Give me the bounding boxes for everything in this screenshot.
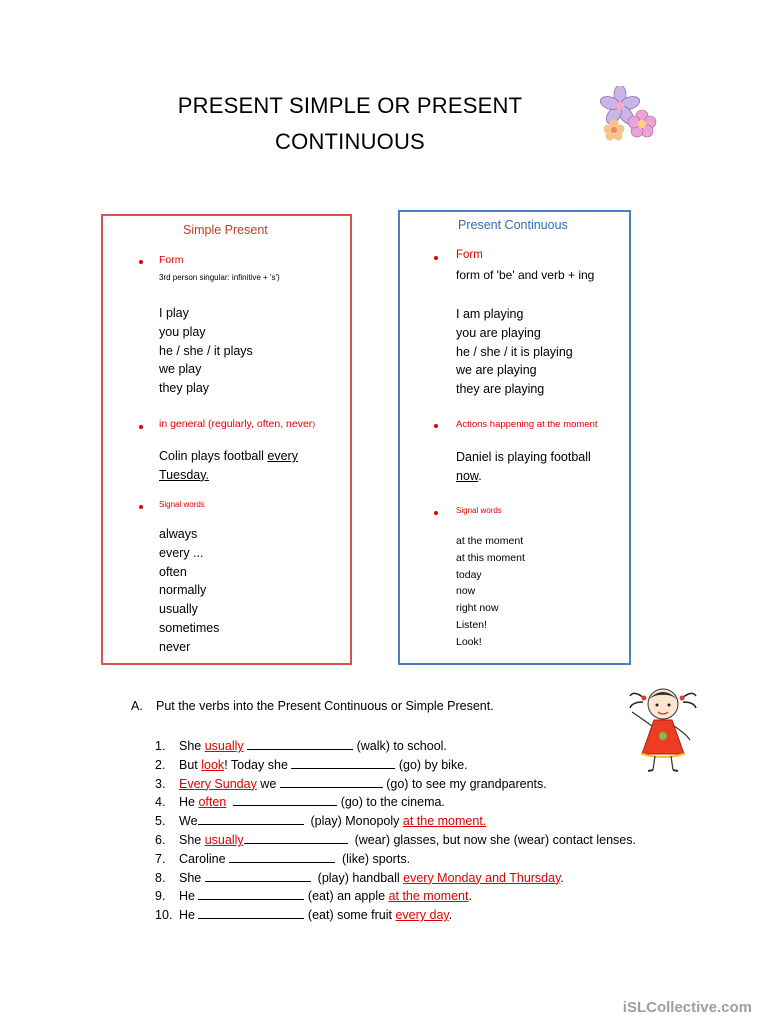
- conjugation-line: you are playing: [456, 325, 541, 340]
- exercise-item: [155, 737, 636, 756]
- bullet-icon: [434, 424, 438, 428]
- signal-word: usually: [159, 602, 198, 617]
- exercise-text: He: [179, 795, 199, 810]
- exercise-text: (walk) to school.: [353, 739, 447, 753]
- present-continuous-box: [398, 210, 631, 665]
- flowers-icon: [598, 86, 662, 144]
- signal-word-highlight: at the moment.: [402, 814, 487, 829]
- signal-word: sometimes: [159, 620, 220, 635]
- signal-word: Listen!: [456, 618, 487, 631]
- signal-word-highlight: usually: [204, 739, 244, 753]
- exercise-text: [226, 795, 233, 809]
- exercise-text: ! Today she: [224, 757, 292, 772]
- answer-blank[interactable]: [233, 794, 337, 806]
- usage-text: in general (regularly, often, never: [159, 418, 313, 430]
- answer-blank[interactable]: [291, 757, 395, 769]
- exercise-text: we: [256, 776, 280, 791]
- signal-word: never: [159, 639, 191, 654]
- exercise-number: 5.: [155, 814, 166, 829]
- conjugation-line: I play: [159, 306, 189, 320]
- answer-blank[interactable]: [198, 907, 304, 919]
- answer-blank[interactable]: [244, 832, 348, 844]
- exercise-number: 4.: [155, 795, 166, 810]
- simple-example: [159, 447, 339, 485]
- exercise-text: (eat) an apple: [304, 889, 389, 904]
- signal-word: always: [159, 527, 198, 541]
- signal-word: often: [159, 564, 187, 579]
- usage-paren: ): [312, 420, 315, 429]
- exercise-number: 1.: [155, 739, 166, 753]
- exercise-item: [155, 793, 636, 812]
- exercise-number: 3.: [155, 776, 166, 791]
- exercise-text: Caroline: [179, 851, 230, 866]
- signal-word: today: [456, 568, 482, 581]
- cont-form-note: form of 'be' and verb + ing: [456, 268, 595, 282]
- simple-usage-label: [159, 418, 315, 430]
- girl-icon: [626, 682, 700, 774]
- exercise-instructions: [131, 699, 494, 713]
- site-watermark: iSLCollective.com: [622, 999, 752, 1016]
- conjugation-line: we are playing: [456, 363, 537, 378]
- exercise-item: [155, 831, 636, 850]
- cont-conjugation-list: [456, 305, 573, 399]
- exercise-letter: A.: [131, 699, 143, 713]
- present-continuous-heading: Present Continuous: [458, 218, 568, 232]
- bullet-icon: [434, 256, 438, 260]
- cont-usage-label: Actions happening at the moment: [456, 419, 598, 430]
- answer-blank[interactable]: [247, 738, 353, 750]
- exercise-number: 10.: [155, 908, 173, 923]
- exercise-text: (go) by bike.: [395, 757, 468, 772]
- exercise-text: He: [179, 908, 199, 923]
- exercise-number: 8.: [155, 870, 166, 885]
- exercise-number: 9.: [155, 889, 166, 904]
- exercise-item: [155, 812, 636, 831]
- exercise-text: (go) to the cinema.: [337, 795, 445, 810]
- signal-word-highlight: Every Sunday: [179, 776, 257, 791]
- cont-example: [456, 448, 626, 486]
- exercise-text: (eat) some fruit: [304, 908, 396, 923]
- signal-word: Look!: [456, 635, 482, 648]
- exercise-text: .: [468, 889, 472, 904]
- conjugation-line: he / she / it is playing: [456, 344, 573, 359]
- answer-blank[interactable]: [198, 813, 304, 825]
- example-underlined: Tuesday.: [159, 467, 210, 482]
- signal-word: at this moment: [456, 551, 525, 564]
- bullet-icon: [139, 260, 143, 264]
- exercise-number: 2.: [155, 757, 166, 772]
- example-text: .: [478, 468, 482, 483]
- answer-blank[interactable]: [229, 851, 335, 863]
- simple-signal-label: Signal words: [159, 500, 205, 509]
- exercise-item: [155, 850, 636, 869]
- cont-signal-label: Signal words: [456, 506, 502, 515]
- simple-form-label: Form: [159, 254, 184, 266]
- exercise-text: (wear) glasses, but now she (wear) contact lenses.: [347, 832, 636, 847]
- exercise-text: But: [179, 757, 202, 772]
- signal-word: normally: [159, 583, 207, 598]
- signal-word: now: [456, 585, 476, 598]
- example-text: Colin plays football: [159, 449, 268, 463]
- exercise-text: We: [179, 814, 198, 829]
- signal-word-highlight: every Monday and Thursday: [403, 870, 561, 885]
- answer-blank[interactable]: [198, 888, 304, 900]
- exercise-number: 6.: [155, 832, 166, 847]
- title-line-1: PRESENT SIMPLE OR PRESENT: [177, 93, 523, 118]
- bullet-icon: [139, 425, 143, 429]
- page-title: [140, 88, 560, 160]
- conjugation-line: we play: [159, 362, 202, 377]
- conjugation-line: they play: [159, 381, 210, 396]
- signal-word: right now: [456, 602, 499, 615]
- simple-conjugation-list: [159, 304, 253, 398]
- exercise-text: (play) Monopoly: [303, 814, 403, 829]
- exercise-item: [155, 887, 636, 906]
- simple-signal-words: [159, 525, 219, 657]
- exercise-list: [155, 737, 636, 925]
- exercise-text: She: [179, 870, 205, 885]
- conjugation-line: I am playing: [456, 307, 524, 321]
- signal-word: at the moment: [456, 535, 524, 547]
- bullet-icon: [139, 505, 143, 509]
- cont-form-label: Form: [456, 249, 483, 261]
- title-line-2: CONTINUOUS: [275, 129, 425, 154]
- simple-present-heading: Simple Present: [183, 223, 268, 237]
- signal-word-highlight: every day: [395, 908, 449, 923]
- simple-present-box: [101, 214, 352, 665]
- instructions-text: Put the verbs into the Present Continuous or Simple Present.: [156, 699, 494, 713]
- exercise-number: 7.: [155, 851, 166, 866]
- bullet-icon: [434, 511, 438, 515]
- exercise-text: She: [179, 739, 205, 753]
- exercise-text: (like) sports.: [335, 851, 411, 866]
- exercise-item: [155, 906, 636, 925]
- example-underlined: now: [456, 468, 479, 483]
- signal-word-highlight: often: [198, 795, 227, 810]
- example-text: Daniel is playing football: [456, 450, 591, 464]
- exercise-text: She: [179, 832, 205, 847]
- exercise-text: .: [560, 870, 564, 885]
- exercise-item: [155, 756, 636, 775]
- example-underlined: every: [267, 449, 298, 463]
- signal-word-highlight: at the moment: [388, 889, 469, 904]
- exercise-text: He: [179, 889, 199, 904]
- conjugation-line: you play: [159, 324, 206, 339]
- exercise-text: (play) handball: [310, 870, 404, 885]
- exercise-item: [155, 869, 636, 888]
- signal-word: every ...: [159, 545, 204, 560]
- exercise-text: .: [448, 908, 453, 923]
- conjugation-line: they are playing: [456, 382, 545, 397]
- answer-blank[interactable]: [280, 776, 383, 788]
- signal-word-highlight: look: [201, 757, 225, 772]
- simple-form-note: 3rd person singular: infinitive + 's'): [159, 273, 280, 282]
- exercise-item: [155, 775, 636, 794]
- exercise-text: (go) to see my grandparents.: [382, 776, 547, 791]
- answer-blank[interactable]: [205, 870, 311, 882]
- signal-word-highlight: usually: [204, 832, 244, 847]
- conjugation-line: he / she / it plays: [159, 343, 253, 358]
- cont-signal-words: [456, 533, 525, 651]
